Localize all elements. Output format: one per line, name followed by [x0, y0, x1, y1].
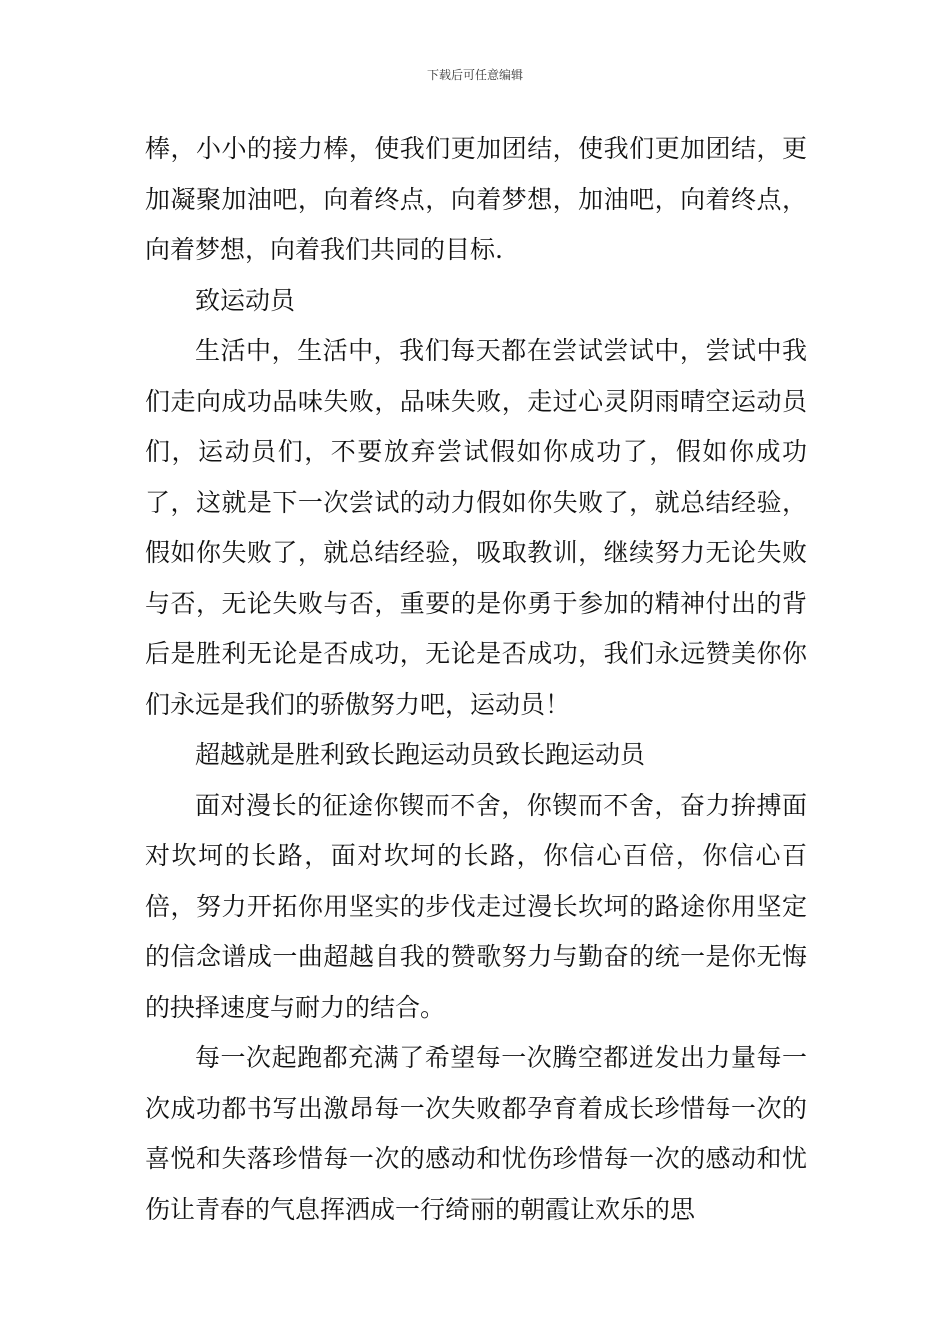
document-body [145, 124, 807, 1235]
paragraph-every-start: 每一次起跑都充满了希望每一次腾空都迸发出力量每一次成功都书写出激昂每一次失败都孕育着成长珍惜每一次的喜悦和失落珍惜每一次的感动和忧伤珍惜每一次的感动和忧伤让青春的气息挥洒成一行绮丽的朝霞让欢乐的思 [145, 1043, 807, 1224]
paragraph-athletes: 生活中，生活中，我们每天都在尝试尝试中，尝试中我们走向成功品味失败，品味失败，走过心灵阴雨晴空运动员们，运动员们，不要放弃尝试假如你成功了，假如你成功了，这就是下一次尝试的动力假如你失败了，就总结经验，假如你失败了，就总结经验，吸取教训，继续努力无论失败与否，无论失败与否，重要的是你勇于参加的精神付出的背后是胜利无论是否成功，无论是否成功，我们永远赞美你你们永远是我们的骄傲努力吧，运动员！ [145, 336, 807, 719]
paragraph-long-distance: 面对漫长的征途你锲而不舍，你锲而不舍，奋力拚搏面对坎坷的长路，面对坎坷的长路，你信心百倍，你信心百倍，努力开拓你用坚实的步伐走过漫长坎坷的路途你用坚定的信念谱成一曲超越自我的赞歌努力与勤奋的统一是你无悔的抉择速度与耐力的结合。 [145, 790, 807, 1022]
section-title-athletes: 致运动员 [195, 285, 296, 315]
page-header: 下载后可任意编辑 [426, 68, 523, 82]
paragraph-continuation: 棒，小小的接力棒，使我们更加团结，使我们更加团结，更加凝聚加油吧，向着终点，向着梦想，加油吧，向着终点，向着梦想，向着我们共同的目标. [145, 134, 807, 264]
section-title-long-distance: 超越就是胜利致长跑运动员致长跑运动员 [195, 740, 646, 769]
